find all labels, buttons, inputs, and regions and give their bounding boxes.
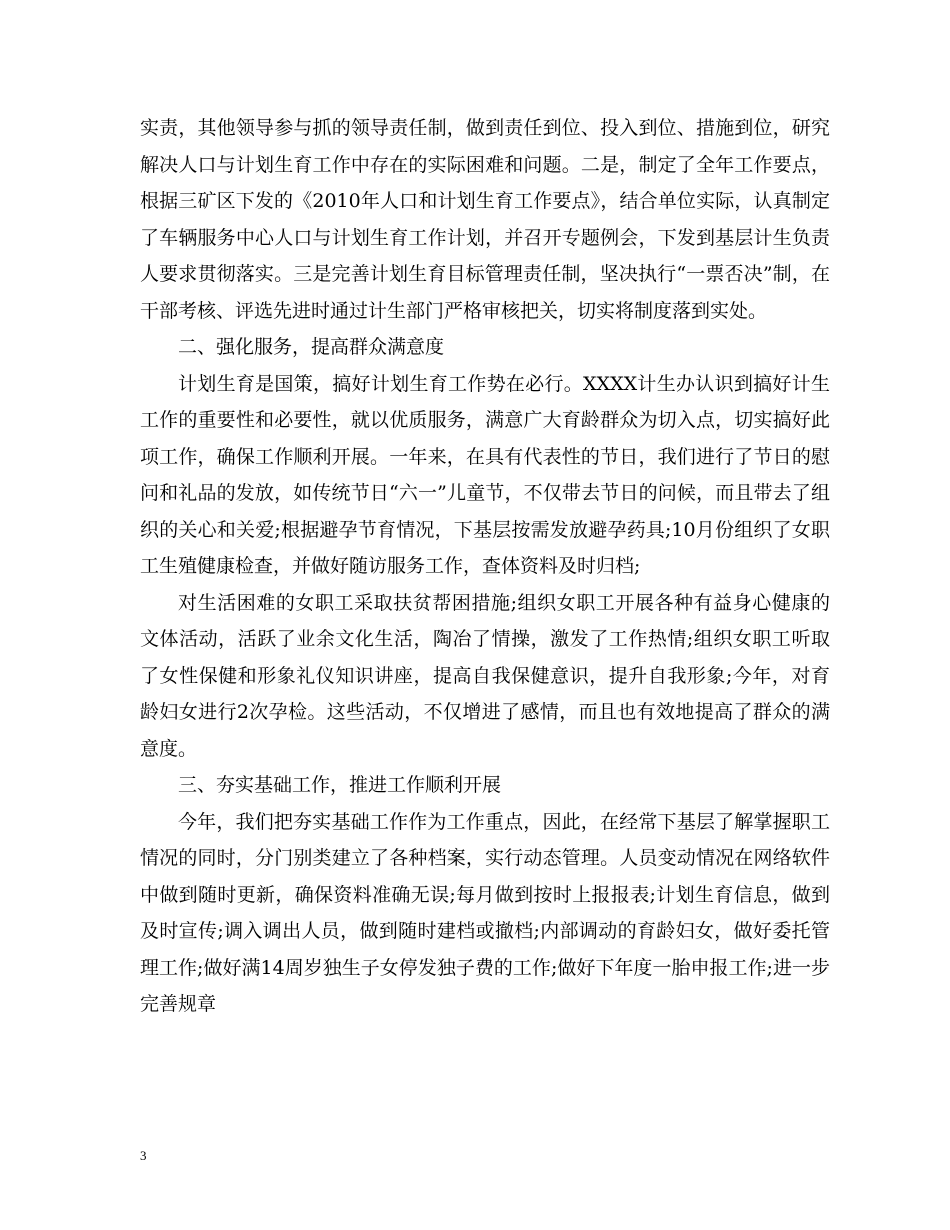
- paragraph-women-workers-activities: 对生活困难的女职工采取扶贫帮困措施;组织女职工开展各种有益身心健康的文体活动，活跃了业余文化生活，陶冶了情操，激发了工作热情;组织女职工听取了女性保健和形象礼仪知识讲座，提高自我保健意识，提升自我形象;今年，对育龄妇女进行2次孕检。这些活动，不仅增进了感情，而且也有效地提高了群众的满意度。: [140, 591, 830, 760]
- document-body: [140, 110, 830, 1023]
- section-heading-service: 二、强化服务，提高群众满意度: [178, 336, 445, 358]
- page-number: 3: [140, 1148, 147, 1163]
- section-heading-foundation: 三、夯实基础工作，推进工作顺利开展: [178, 774, 502, 796]
- paragraph-foundation-work: 今年，我们把夯实基础工作作为工作重点，因此，在经常下基层了解掌握职工情况的同时，分门别类建立了各种档案，实行动态管理。人员变动情况在网络软件中做到随时更新，确保资料准确无误;每月做到按时上报报表;计划生育信息，做到及时宣传;调入调出人员，做到随时建档或撤档;内部调动的育龄妇女，做好委托管理工作;做好满14周岁独生子女停发独子费的工作;做好下年度一胎申报工作;进一步完善规章: [140, 810, 830, 1015]
- paragraph-family-planning-policy: 计划生育是国策，搞好计划生育工作势在必行。XXXX计生办认识到搞好计生工作的重要性和必要性，就以优质服务，满意广大育龄群众为切入点，切实搞好此项工作，确保工作顺利开展。一年来，在具有代表性的节日，我们进行了节日的慰问和礼品的发放，如传统节日“六一”儿童节，不仅带去节日的问候，而且带去了组织的关心和关爱;根据避孕节育情况，下基层按需发放避孕药具;10月份组织了女职工生殖健康检查，并做好随访服务工作，查体资料及时归档;: [140, 372, 830, 577]
- paragraph-responsibility: 实责，其他领导参与抓的领导责任制，做到责任到位、投入到位、措施到位，研究解决人口与计划生育工作中存在的实际困难和问题。二是，制定了全年工作要点，根据三矿区下发的《2010年人口和计划生育工作要点》，结合单位实际，认真制定了车辆服务中心人口与计划生育工作计划，并召开专题例会，下发到基层计生负责人要求贯彻落实。三是完善计划生育目标管理责任制，坚决执行“一票否决”制，在干部考核、评选先进时通过计生部门严格审核把关，切实将制度落到实处。: [140, 117, 830, 322]
